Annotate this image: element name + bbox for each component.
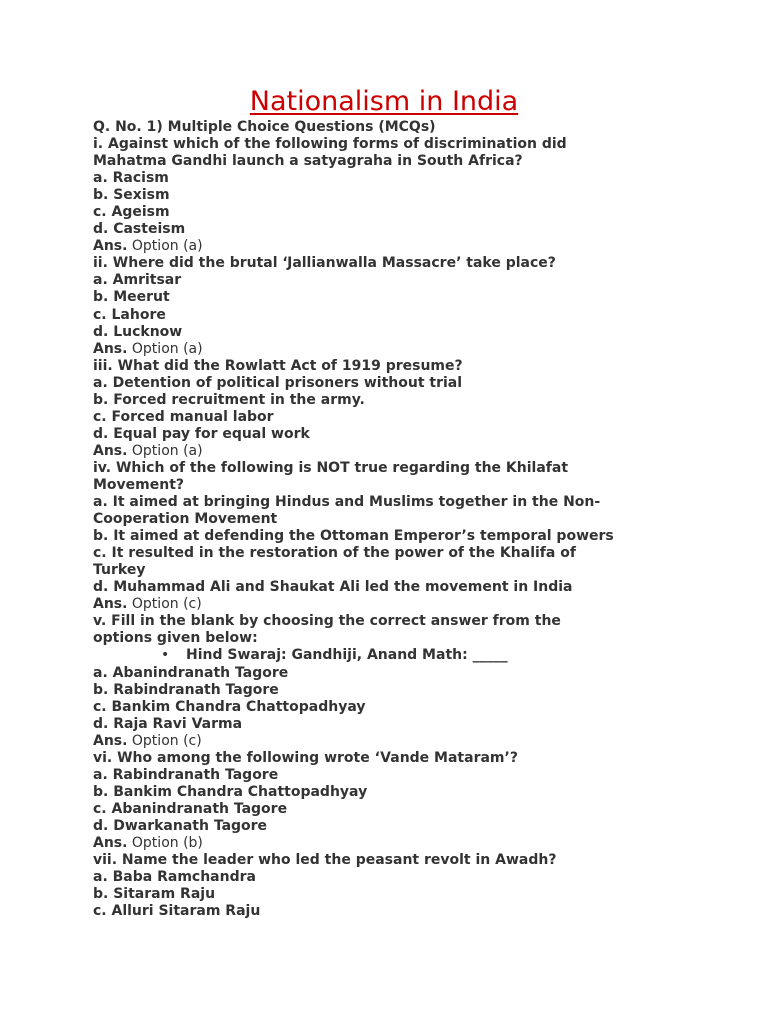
option-7-1-line-1: a. Baba Ramchandra (93, 869, 256, 886)
question-block-7 (93, 852, 693, 920)
answer-value: Option (b) (127, 834, 203, 851)
question-text-5-line-1: v. Fill in the blank by choosing the correct answer from the (93, 613, 561, 630)
answer-line-3 (93, 443, 693, 460)
option-4-3 (93, 545, 693, 579)
question-text-7 (93, 852, 693, 869)
option-4-4 (93, 579, 693, 596)
option-5-1 (93, 665, 693, 682)
answer-value: Option (a) (127, 340, 203, 357)
question-text-1-line-2: Mahatma Gandhi launch a satyagraha in South Africa? (93, 153, 523, 170)
question-text-1 (93, 136, 693, 170)
option-3-4-line-1: d. Equal pay for equal work (93, 425, 310, 442)
option-7-2-line-1: b. Sitaram Raju (93, 886, 216, 903)
answer-label: Ans. (93, 442, 128, 459)
option-7-3 (93, 903, 693, 920)
option-4-1 (93, 494, 693, 528)
option-2-4-line-1: d. Lucknow (93, 323, 183, 340)
option-1-3-line-1: c. Ageism (93, 204, 170, 221)
option-3-3 (93, 409, 693, 426)
option-4-3-line-2: Turkey (93, 562, 146, 579)
bullet-text: Hind Swaraj: Gandhiji, Anand Math: _____ (186, 647, 508, 664)
option-5-4 (93, 716, 693, 733)
answer-value: Option (c) (127, 732, 202, 749)
question-text-4-line-1: iv. Which of the following is NOT true regarding the Khilafat (93, 459, 569, 476)
option-3-1 (93, 375, 693, 392)
option-4-3-line-1: c. It resulted in the restoration of the power of the Khalifa of (93, 545, 576, 562)
option-2-2 (93, 289, 693, 306)
question-block-3 (93, 358, 693, 460)
option-5-1-line-1: a. Abanindranath Tagore (93, 664, 289, 681)
bullet-item-5 (93, 647, 693, 664)
option-2-3 (93, 307, 693, 324)
answer-label: Ans. (93, 340, 128, 357)
question-block-6 (93, 750, 693, 852)
option-4-1-line-1: a. It aimed at bringing Hindus and Muslims together in the Non- (93, 494, 601, 511)
answer-line-2 (93, 341, 693, 358)
option-6-2 (93, 784, 693, 801)
option-5-2 (93, 682, 693, 699)
option-5-3-line-1: c. Bankim Chandra Chattopadhyay (93, 698, 366, 715)
option-3-1-line-1: a. Detention of political prisoners without trial (93, 374, 463, 391)
option-6-2-line-1: b. Bankim Chandra Chattopadhyay (93, 783, 368, 800)
option-2-1-line-1: a. Amritsar (93, 272, 182, 289)
question-text-2 (93, 255, 693, 272)
option-7-2 (93, 886, 693, 903)
bullet-dot-icon: • (161, 647, 170, 664)
option-6-1-line-1: a. Rabindranath Tagore (93, 766, 279, 783)
option-1-2 (93, 187, 693, 204)
option-5-3 (93, 699, 693, 716)
answer-label: Ans. (93, 238, 128, 255)
answer-line-6 (93, 835, 693, 852)
option-1-4-line-1: d. Casteism (93, 221, 186, 238)
section-heading: Q. No. 1) Multiple Choice Questions (MCQs) (93, 119, 436, 135)
question-text-1-line-1: i. Against which of the following forms of discrimination did (93, 136, 567, 153)
option-3-4 (93, 426, 693, 443)
question-text-4-line-2: Movement? (93, 476, 185, 493)
question-block-1 (93, 136, 693, 255)
option-1-1 (93, 170, 693, 187)
option-5-2-line-1: b. Rabindranath Tagore (93, 681, 279, 698)
answer-label: Ans. (93, 596, 128, 613)
option-2-4 (93, 324, 693, 341)
question-text-3 (93, 358, 693, 375)
answer-value: Option (a) (127, 238, 203, 255)
question-text-6-line-1: vi. Who among the following wrote ‘Vande Mataram’? (93, 749, 518, 766)
option-6-4-line-1: d. Dwarkanath Tagore (93, 817, 268, 834)
option-4-2 (93, 528, 693, 545)
question-text-3-line-1: iii. What did the Rowlatt Act of 1919 presume? (93, 357, 463, 374)
mcq-content (93, 119, 693, 920)
question-text-4 (93, 460, 693, 494)
answer-value: Option (a) (127, 442, 203, 459)
answer-label: Ans. (93, 834, 128, 851)
option-7-1 (93, 869, 693, 886)
question-block-5 (93, 613, 693, 749)
option-3-2-line-1: b. Forced recruitment in the army. (93, 391, 365, 408)
option-6-3 (93, 801, 693, 818)
answer-line-1 (93, 238, 693, 255)
option-2-2-line-1: b. Meerut (93, 289, 170, 306)
question-text-7-line-1: vii. Name the leader who led the peasant revolt in Awadh? (93, 852, 557, 869)
option-1-2-line-1: b. Sexism (93, 187, 170, 204)
question-text-6 (93, 750, 693, 767)
question-text-5 (93, 613, 693, 647)
option-4-2-line-1: b. It aimed at defending the Ottoman Emperor’s temporal powers (93, 528, 614, 545)
answer-line-4 (93, 596, 693, 613)
option-2-1 (93, 272, 693, 289)
answer-label: Ans. (93, 732, 128, 749)
option-6-3-line-1: c. Abanindranath Tagore (93, 800, 288, 817)
option-1-3 (93, 204, 693, 221)
option-1-4 (93, 221, 693, 238)
option-6-4 (93, 818, 693, 835)
option-5-4-line-1: d. Raja Ravi Varma (93, 715, 243, 732)
question-block-4 (93, 460, 693, 613)
option-3-2 (93, 392, 693, 409)
option-1-1-line-1: a. Racism (93, 170, 169, 187)
option-4-1-line-2: Cooperation Movement (93, 511, 278, 528)
question-text-5-line-2: options given below: (93, 630, 258, 647)
option-6-1 (93, 767, 693, 784)
answer-line-5 (93, 733, 693, 750)
answer-value: Option (c) (127, 596, 202, 613)
option-4-4-line-1: d. Muhammad Ali and Shaukat Ali led the movement in India (93, 579, 573, 596)
page-title: Nationalism in India (249, 86, 519, 117)
question-block-2 (93, 255, 693, 357)
question-text-2-line-1: ii. Where did the brutal ‘Jallianwalla Massacre’ take place? (93, 255, 556, 272)
option-2-3-line-1: c. Lahore (93, 306, 166, 323)
option-3-3-line-1: c. Forced manual labor (93, 408, 274, 425)
option-7-3-line-1: c. Alluri Sitaram Raju (93, 903, 261, 920)
